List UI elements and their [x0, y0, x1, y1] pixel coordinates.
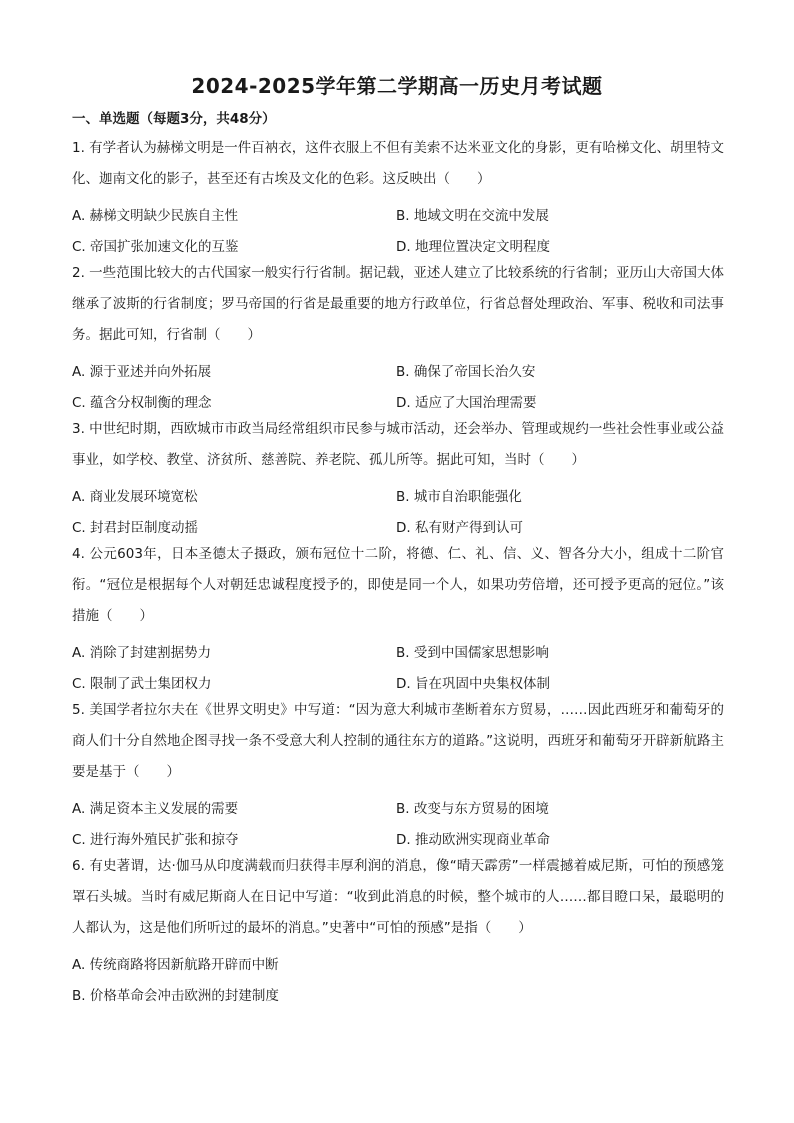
question-4-option-d: D. 旨在巩固中央集权体制: [396, 676, 550, 692]
question-3-option-b: B. 城市自治职能强化: [396, 489, 522, 505]
question-2-option-a: A. 源于亚述并向外拓展: [72, 364, 212, 380]
question-5-option-a: A. 满足资本主义发展的需要: [72, 801, 239, 817]
question-2-stem: 2. 一些范围比较大的古代国家一般实行行省制。据记载，亚述人建立了比较系统的行省制；亚历山大帝国大体继承了波斯的行省制度；罗马帝国的行省是最重要的地方行政单位，行省总督处理政治、军事、税收和司法事务。据此可知，行省制（ ）: [72, 265, 724, 343]
question-3-option-a: A. 商业发展环境宽松: [72, 489, 198, 505]
question-6-option-b: B. 价格革命会冲击欧洲的封建制度: [72, 988, 279, 1004]
question-4-option-c: C. 限制了武士集团权力: [72, 676, 212, 692]
question-3-option-d: D. 私有财产得到认可: [396, 520, 523, 536]
question-1-stem: 1. 有学者认为赫梯文明是一件百衲衣，这件衣服上不但有美索不达米亚文化的身影，更有哈梯文化、胡里特文化、迦南文化的影子，甚至还有古埃及文化的色彩。这反映出（ ）: [72, 140, 724, 187]
question-1-option-d: D. 地理位置决定文明程度: [396, 239, 550, 255]
question-3-option-c: C. 封君封臣制度动摇: [72, 520, 199, 536]
question-2-option-b: B. 确保了帝国长治久安: [396, 364, 536, 380]
question-5-option-b: B. 改变与东方贸易的困境: [396, 801, 549, 817]
question-2-option-c: C. 蕴含分权制衡的理念: [72, 395, 212, 411]
question-4-option-b: B. 受到中国儒家思想影响: [396, 645, 549, 661]
question-5-option-d: D. 推动欧洲实现商业革命: [396, 832, 550, 848]
question-5-option-c: C. 进行海外殖民扩张和掠夺: [72, 832, 239, 848]
section-heading: 一、单选题（每题3分，共48分）: [72, 111, 276, 127]
question-6-stem: 6. 有史著谓，达·伽马从印度满载而归获得丰厚利润的消息，像“晴天霹雳”一样震撼着威尼斯，可怕的预感笼罩石头城。当时有威尼斯商人在日记中写道：“收到此消息的时候，整个城市的人……都目瞪口呆，最聪明的人都认为，这是他们所听过的最坏的消息。”史著中“可怕的预感”是指（ ）: [72, 858, 724, 936]
question-5-stem: 5. 美国学者拉尔夫在《世界文明史》中写道：“因为意大利城市垄断着东方贸易，……因此西班牙和葡萄牙的商人们十分自然地企图寻找一条不受意大利人控制的通往东方的道路。”这说明，西班牙和葡萄牙开辟新航路主要是基于（ ）: [72, 702, 724, 780]
question-2-option-d: D. 适应了大国治理需要: [396, 395, 537, 411]
question-1-option-a: A. 赫梯文明缺少民族自主性: [72, 208, 239, 224]
question-6-option-a: A. 传统商路将因新航路开辟而中断: [72, 957, 279, 973]
question-1-option-c: C. 帝国扩张加速文化的互鉴: [72, 239, 239, 255]
question-4-option-a: A. 消除了封建割据势力: [72, 645, 212, 661]
question-3-stem: 3. 中世纪时期，西欧城市市政当局经常组织市民参与城市活动，还会举办、管理或规约一些社会性事业或公益事业，如学校、教堂、济贫所、慈善院、养老院、孤儿所等。据此可知，当时（ ）: [72, 421, 724, 468]
question-4-stem: 4. 公元603年，日本圣德太子摄政，颁布冠位十二阶，将德、仁、礼、信、义、智各分大小，组成十二阶官衔。“冠位是根据每个人对朝廷忠诚程度授予的，即使是同一个人，如果功劳倍增，还可授予更高的冠位。”该措施（ ）: [72, 546, 724, 624]
exam-title: 2024-2025学年第二学期高一历史月考试题: [191, 74, 603, 98]
question-1-option-b: B. 地域文明在交流中发展: [396, 208, 549, 224]
